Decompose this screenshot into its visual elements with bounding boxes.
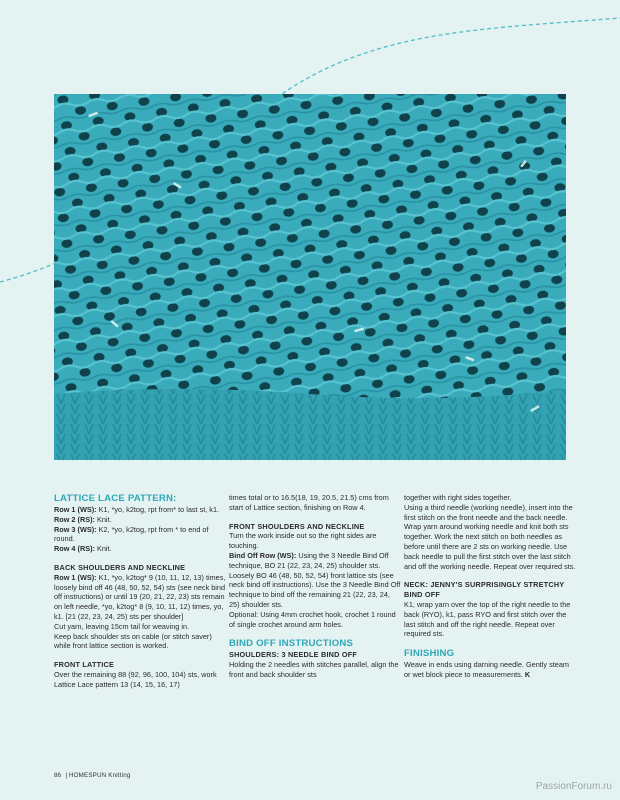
end-mark-icon: K [524, 669, 531, 679]
lattice-lace-heading: LATTICE LACE PATTERN: [54, 493, 177, 504]
turn-text: Turn the work inside out so the right sides are touching. [229, 531, 377, 551]
lattice-knit-swatch-photo [54, 94, 566, 460]
neck-text: K1, wrap yarn over the top of the right needle to the back (RYO), k1, pass RYO and first stitch over the last stitch and off the right needle. Repeat over required sts. [404, 599, 571, 639]
column-3 [404, 493, 576, 680]
back-shoulders-heading: BACK SHOULDERS AND NECKLINE [54, 562, 186, 572]
back-cut-text: Cut yarn, leaving 15cm tail for weaving in. [54, 621, 190, 631]
back-keep-text: Keep back shoulder sts on cable (or stitch saver) while front lattice section is worked. [54, 631, 212, 651]
front-lattice-text: Over the remaining 88 (92, 96, 100, 104) sts, work Lattice Lace pattern 13 (14, 15, 16, 17) [54, 669, 217, 689]
neck-sub-heading: NECK: JENNY'S SURPRISINGLY STRETCHY BIND OFF [404, 580, 565, 600]
column-2 [229, 493, 401, 680]
finishing-text: Weave in ends using darning needle. Gently steam or wet block piece to measurements. K [404, 660, 569, 679]
bind-off-instructions-heading: BIND OFF INSTRUCTIONS [229, 638, 354, 650]
lattice-row-1: Row 1 (WS): K1, *yo, k2tog, rpt from* to last st, k1. [54, 505, 220, 514]
page-number: 86 [54, 772, 61, 779]
bind-off-row: Bind Off Row (WS): Using the 3 Needle Bind Off technique, BO 21 (22, 23, 24, 25) shoulder sts. Loosely BO 46 (48, 50, 52, 54) front lattice sts (see neck bind off instructions). Use the 3 Needle Bind Off technique to bind off the remaining 21 (22, 23, 24, 25) shoulder sts. [229, 550, 401, 609]
lattice-row-2: Row 2 (RS): Knit. [54, 514, 112, 524]
watermark: PassionForum.ru [535, 781, 612, 792]
column-1 [54, 493, 226, 690]
page-footer: 86 | HOMESPUN Knitting [54, 772, 131, 779]
continued-text: together with right sides together. [404, 493, 512, 502]
front-lattice-heading: FRONT LATTICE [54, 660, 115, 670]
shoulders-text: Holding the 2 needles with stitches parallel, align the front and back shoulder sts [229, 660, 399, 679]
lattice-row-3: Row 3 (WS): K2, *yo, k2tog, rpt from * to end of round. [54, 524, 209, 544]
shoulders-sub-heading: SHOULDERS: 3 NEEDLE BIND OFF [229, 650, 358, 660]
magazine-name: HOMESPUN Knitting [68, 772, 131, 779]
third-needle-text: Using a third needle (working needle), insert into the first stitch on the front needle and the back needle. Wrap yarn around working needle and knit both sts together. Work the next stitch on both needles as before until there are 2 sts on working needle. Use back needle to pull the first stitch over the last stitch and off the working needle. Repeat over required sts. [404, 502, 576, 571]
lattice-row-4: Row 4 (RS): Knit. [54, 544, 112, 554]
finishing-heading: FINISHING [404, 648, 455, 660]
front-shoulders-heading: FRONT SHOULDERS AND NECKLINE [229, 521, 365, 531]
optional-text: Optional: Using 4mm crochet hook, crochet 1 round of single crochet around arm holes. [229, 609, 396, 629]
continued-text: times total or to 16.5(18, 19, 20.5, 21.5) cms from start of Lattice section, finishing on Row 4. [229, 493, 389, 512]
back-row-1: Row 1 (WS): K1, *yo, k2tog* 9 (10, 11, 12, 13) times, loosely bind off 46 (48, 50, 52, 54) sts (see neck bind off instructions) or until 19 (20, 21, 22, 23) sts remain on left needle, *yo, k2tog* 8 (9, 10, 11, 12) times, yo, k1. [21 (22, 23, 24, 25) sts per shoulder] [54, 572, 226, 621]
